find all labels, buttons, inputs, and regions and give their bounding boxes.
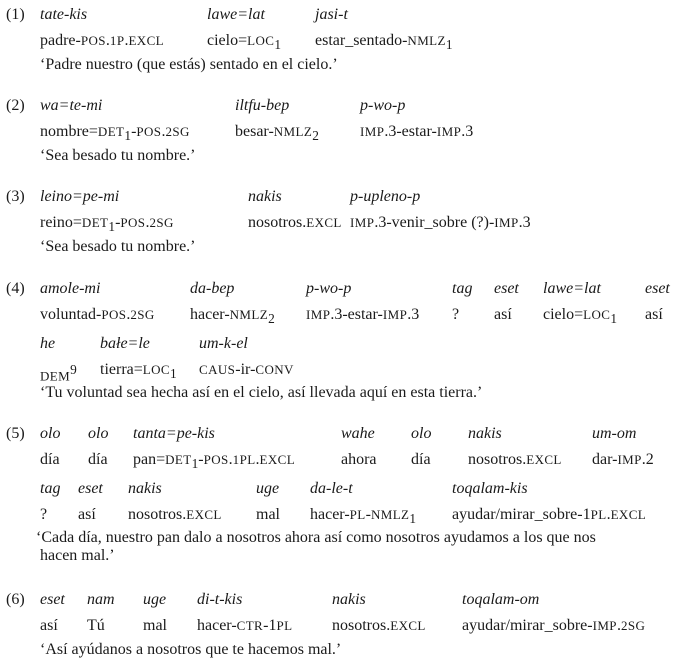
- gloss-word: [543, 306, 617, 328]
- gloss-abbreviation: LOC: [583, 307, 611, 322]
- gloss-abbreviation: LOC: [142, 362, 170, 377]
- source-word: tanta=pe-kis: [133, 425, 215, 442]
- source-line: [0, 6, 688, 28]
- gloss-text: .: [161, 123, 166, 140]
- gloss-abbreviation: DET: [97, 124, 125, 139]
- gloss-word: [462, 617, 645, 635]
- gloss-abbreviation: EXCL: [259, 452, 296, 467]
- gloss-abbreviation: DEM: [40, 368, 71, 384]
- gloss-word: [197, 617, 292, 635]
- gloss-abbreviation: POS: [101, 307, 127, 322]
- gloss-text: nosotros.: [332, 617, 391, 634]
- gloss-text: -: [131, 123, 137, 140]
- gloss-word: [40, 617, 58, 635]
- gloss-word: [100, 361, 177, 383]
- source-line: [0, 188, 688, 210]
- gloss-abbreviation: IMP: [617, 452, 642, 467]
- gloss-word: [40, 506, 47, 524]
- gloss-abbreviation: LOC: [247, 33, 275, 48]
- gloss-abbreviation: CONV: [255, 362, 294, 377]
- source-word: di-t-kis: [197, 591, 243, 608]
- gloss-text: día: [411, 451, 431, 468]
- gloss-abbreviation: NMLZ: [370, 507, 410, 522]
- gloss-text: .: [228, 451, 233, 468]
- source-word: tag: [452, 280, 473, 297]
- gloss-word: [190, 306, 275, 328]
- source-word: p-wo-p: [306, 280, 352, 297]
- source-word: amole-mi: [40, 280, 101, 297]
- source-word: eset: [78, 480, 103, 497]
- gloss-abbreviation: NMLZ: [273, 124, 313, 139]
- source-word: eset: [40, 591, 65, 608]
- source-word: nakis: [248, 188, 282, 205]
- gloss-word: [40, 451, 60, 469]
- gloss-text: ?: [40, 506, 48, 523]
- example-number: (5): [6, 425, 25, 442]
- gloss-index: 1: [169, 366, 177, 382]
- gloss-word: [40, 123, 190, 145]
- gloss-text: hacer-: [310, 506, 350, 523]
- gloss-text: Tú: [87, 617, 105, 634]
- gloss-line: [0, 451, 688, 473]
- gloss-abbreviation: IMP: [360, 124, 385, 139]
- gloss-index: 1: [274, 37, 281, 53]
- gloss-index: 1: [108, 219, 116, 235]
- gloss-text: .3: [407, 306, 420, 323]
- gloss-word: [592, 451, 654, 469]
- source-line: [0, 97, 688, 119]
- gloss-abbreviation: NMLZ: [229, 307, 269, 322]
- gloss-word: [88, 451, 108, 469]
- gloss-abbreviation: IMP: [306, 307, 331, 322]
- source-word: nakis: [332, 591, 366, 608]
- gloss-abbreviation: 2SG: [130, 307, 155, 322]
- gloss-text: .: [616, 617, 621, 634]
- gloss-word: [256, 506, 280, 524]
- source-word: da-bep: [190, 280, 235, 297]
- gloss-text: .3-estar-: [384, 123, 437, 140]
- gloss-text: nosotros.: [468, 451, 527, 468]
- gloss-text: nosotros.: [248, 214, 307, 231]
- gloss-index: 1: [124, 128, 132, 144]
- gloss-text: día: [88, 451, 108, 468]
- gloss-word: [494, 306, 512, 324]
- gloss-index: 1: [610, 311, 617, 327]
- gloss-abbreviation: IMP: [382, 307, 408, 322]
- gloss-abbreviation: IMP: [494, 215, 519, 230]
- gloss-abbreviation: PL: [590, 507, 607, 522]
- gloss-abbreviation: 1PL: [232, 452, 256, 467]
- source-word: nakis: [128, 480, 162, 497]
- source-word: iltfu-bep: [235, 97, 290, 114]
- example-number: (3): [6, 188, 25, 205]
- gloss-line: [0, 32, 688, 54]
- gloss-word: [87, 617, 105, 635]
- gloss-word: [452, 506, 646, 524]
- gloss-abbreviation: PL: [276, 618, 293, 633]
- gloss-text: cielo=: [207, 32, 248, 49]
- gloss-index: 9: [70, 362, 77, 377]
- gloss-abbreviation: 2SG: [149, 215, 174, 230]
- gloss-abbreviation: IMP: [592, 618, 617, 633]
- gloss-text: ayudar/mirar_sobre-: [462, 617, 593, 634]
- gloss-line: [0, 214, 688, 236]
- gloss-text: -ir-: [235, 361, 256, 378]
- gloss-abbreviation: CTR: [236, 618, 264, 633]
- gloss-word: [341, 451, 377, 469]
- gloss-line: [0, 306, 688, 328]
- source-line: [0, 335, 688, 357]
- gloss-line: [0, 617, 688, 639]
- gloss-word: [350, 214, 531, 232]
- gloss-line: [0, 361, 688, 383]
- gloss-index: 1: [191, 456, 199, 472]
- gloss-text: .: [255, 451, 260, 468]
- gloss-word: [78, 506, 96, 524]
- translation: [36, 529, 676, 565]
- source-line: [0, 280, 688, 302]
- gloss-word: [452, 306, 459, 324]
- gloss-abbreviation: POS: [136, 124, 162, 139]
- translation-line: ‘Cada día, nuestro pan dalo a nosotros ahora así como nosotros ayudamos a los que nos: [36, 529, 596, 546]
- gloss-word: [411, 451, 431, 469]
- gloss-word: [40, 32, 164, 50]
- gloss-text: -: [198, 451, 204, 468]
- gloss-abbreviation: IMP: [436, 124, 462, 139]
- gloss-word: [645, 306, 663, 324]
- gloss-abbreviation: 2SG: [165, 124, 190, 139]
- gloss-abbreviation: DET: [165, 452, 192, 467]
- translation-line: hacen mal.’: [40, 547, 115, 564]
- source-word: olo: [40, 425, 61, 442]
- gloss-abbreviation: POS: [80, 33, 106, 48]
- gloss-text: día: [40, 451, 60, 468]
- gloss-text: besar-: [235, 123, 274, 140]
- gloss-abbreviation: EXCL: [306, 215, 342, 230]
- translation: ‘Sea besado tu nombre.’: [40, 147, 196, 164]
- gloss-text: así: [40, 617, 58, 634]
- gloss-text: así: [78, 506, 96, 523]
- gloss-abbreviation: 2SG: [620, 618, 646, 633]
- gloss-text: .3: [461, 123, 474, 140]
- gloss-text: reino=: [40, 214, 82, 231]
- gloss-word: [310, 506, 416, 528]
- gloss-abbreviation: POS: [120, 215, 146, 230]
- gloss-abbreviation: EXCL: [390, 618, 426, 633]
- gloss-abbreviation: EXCL: [186, 507, 222, 522]
- source-word: tate-kis: [40, 6, 88, 23]
- gloss-word: [207, 32, 281, 54]
- source-word: p-upleno-p: [350, 188, 421, 205]
- gloss-text: .3: [518, 214, 531, 231]
- gloss-word: [133, 451, 295, 473]
- gloss-text: mal: [256, 506, 280, 523]
- gloss-word: [199, 361, 294, 379]
- source-line: [0, 591, 688, 613]
- gloss-index: 2: [268, 311, 275, 327]
- gloss-abbreviation: CAUS: [199, 362, 236, 377]
- gloss-abbreviation: EXCL: [610, 507, 647, 522]
- example-number: (4): [6, 280, 25, 297]
- gloss-text: .: [145, 214, 150, 231]
- source-word: eset: [645, 280, 670, 297]
- source-word: toqalam-om: [462, 591, 540, 608]
- gloss-text: hacer-: [190, 306, 230, 323]
- source-word: um-om: [592, 425, 637, 442]
- gloss-text: tierra=: [100, 361, 143, 378]
- source-word: uge: [143, 591, 167, 608]
- source-word: nakis: [468, 425, 502, 442]
- source-word: da-le-t: [310, 480, 353, 497]
- gloss-abbreviation: EXCL: [526, 452, 562, 467]
- gloss-text: mal: [143, 617, 167, 634]
- source-word: tag: [40, 480, 61, 497]
- gloss-abbreviation: EXCL: [128, 33, 164, 48]
- source-word: eset: [494, 280, 519, 297]
- gloss-text: ayudar/mirar_sobre-1: [452, 506, 591, 523]
- source-word: uge: [256, 480, 280, 497]
- gloss-text: dar-: [592, 451, 618, 468]
- source-word: bałe=le: [100, 335, 150, 352]
- source-word: jasi-t: [315, 6, 348, 23]
- gloss-index: 2: [312, 128, 319, 144]
- gloss-line: [0, 123, 688, 145]
- gloss-text: -: [365, 506, 371, 523]
- gloss-text: .3-venir_sobre (?)-: [374, 214, 495, 231]
- source-word: lawe=lat: [543, 280, 601, 297]
- gloss-text: .: [126, 306, 131, 323]
- gloss-word: [40, 214, 174, 236]
- gloss-text: pan=: [133, 451, 166, 468]
- source-word: olo: [88, 425, 109, 442]
- source-word: leino=pe-mi: [40, 188, 120, 205]
- gloss-abbreviation: DET: [81, 215, 109, 230]
- gloss-word: [332, 617, 426, 635]
- source-line: [0, 480, 688, 502]
- gloss-word: [40, 361, 77, 385]
- gloss-word: [360, 123, 473, 141]
- gloss-word: [40, 306, 155, 324]
- gloss-text: así: [494, 306, 512, 323]
- gloss-text: -: [115, 214, 121, 231]
- gloss-word: [143, 617, 167, 635]
- translation: ‘Así ayúdanos a nosotros que te hacemos mal.’: [40, 641, 342, 658]
- gloss-text: .: [105, 32, 110, 49]
- source-word: he: [40, 335, 56, 352]
- gloss-word: [128, 506, 222, 524]
- gloss-word: [248, 214, 342, 232]
- gloss-index: 1: [409, 511, 417, 527]
- source-word: wahe: [341, 425, 375, 442]
- translation: ‘Tu voluntad sea hecha así en el cielo, así llevada aquí en esta tierra.’: [40, 384, 483, 401]
- gloss-text: -1: [263, 617, 277, 634]
- gloss-word: [235, 123, 319, 145]
- translation: ‘Sea besado tu nombre.’: [40, 238, 196, 255]
- gloss-abbreviation: 1P: [109, 33, 125, 48]
- gloss-abbreviation: POS: [203, 452, 229, 467]
- translation: ‘Padre nuestro (que estás) sentado en el cielo.’: [40, 56, 338, 73]
- gloss-text: .: [124, 32, 129, 49]
- gloss-word: [468, 451, 562, 469]
- gloss-abbreviation: NMLZ: [407, 33, 446, 48]
- example-number: (6): [6, 591, 25, 608]
- gloss-text: nosotros.: [128, 506, 187, 523]
- gloss-word: [306, 306, 419, 324]
- gloss-text: cielo=: [543, 306, 584, 323]
- source-word: nam: [87, 591, 115, 608]
- example-number: (2): [6, 97, 25, 114]
- gloss-text: así: [645, 306, 663, 323]
- source-word: toqalam-kis: [452, 480, 528, 497]
- gloss-text: estar_sentado-: [315, 32, 408, 49]
- source-word: um-k-el: [199, 335, 248, 352]
- gloss-abbreviation: PL: [349, 507, 366, 522]
- gloss-text: .3-estar-: [330, 306, 383, 323]
- gloss-text: hacer-: [197, 617, 237, 634]
- gloss-text: ?: [452, 306, 460, 323]
- gloss-index: 1: [445, 37, 453, 53]
- gloss-text: .2: [641, 451, 654, 468]
- gloss-abbreviation: IMP: [350, 215, 375, 230]
- gloss-line: [0, 506, 688, 528]
- source-word: wa=te-mi: [40, 97, 103, 114]
- gloss-text: .: [606, 506, 611, 523]
- source-word: p-wo-p: [360, 97, 406, 114]
- gloss-text: padre-: [40, 32, 81, 49]
- gloss-text: voluntad-: [40, 306, 102, 323]
- example-number: (1): [6, 6, 25, 23]
- gloss-text: nombre=: [40, 123, 98, 140]
- source-line: [0, 425, 688, 447]
- source-word: lawe=lat: [207, 6, 265, 23]
- gloss-word: [315, 32, 453, 54]
- source-word: olo: [411, 425, 432, 442]
- gloss-text: ahora: [341, 451, 377, 468]
